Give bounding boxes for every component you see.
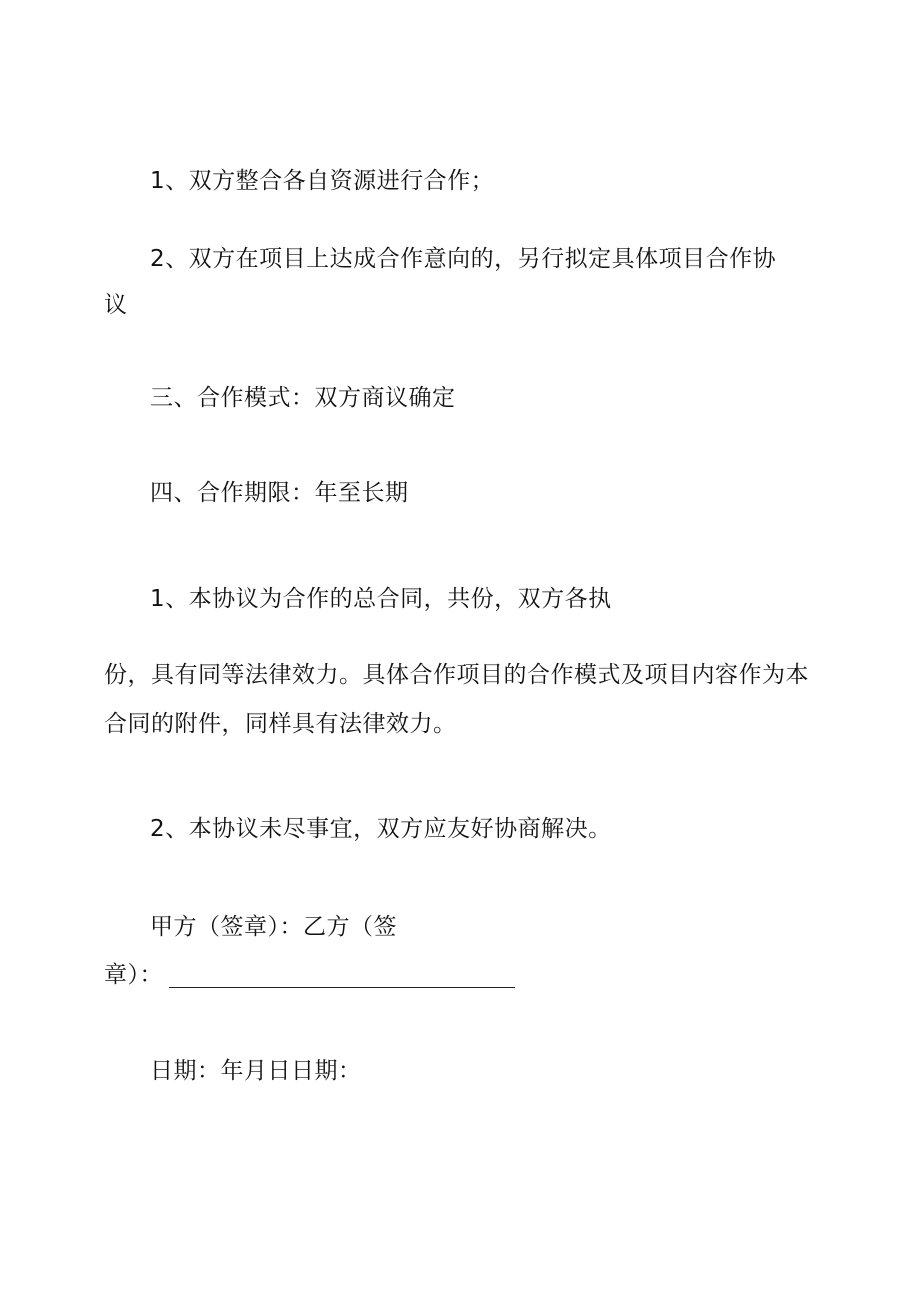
section-3-cooperation-mode: 三、合作模式：双方商议确定: [150, 385, 456, 411]
clause-2-project-agreement: 2、双方在项目上达成合作意向的，另行拟定具体项目合作协: [150, 246, 777, 272]
clause-1-continuation-a: 份，具有同等法律效力。具体合作项目的合作模式及项目内容作为本: [104, 662, 809, 688]
date-line: 日期：年月日日期：: [150, 1058, 362, 1084]
signature-underline: [169, 986, 515, 988]
clause-1-continuation-b: 合同的附件，同样具有法律效力。: [104, 711, 457, 737]
signature-line-party-a: 甲方（签章）：乙方（签: [150, 914, 397, 940]
clause-1-integrate-resources: 1、双方整合各自资源进行合作；: [150, 168, 495, 194]
clause-1-master-contract: 1、本协议为合作的总合同，共份，双方各执: [150, 586, 612, 612]
section-4-cooperation-term: 四、合作期限：年至长期: [150, 480, 409, 506]
clause-2-unresolved-matters: 2、本协议未尽事宜，双方应友好协商解决。: [150, 816, 612, 842]
signature-line-party-b: [104, 960, 515, 990]
signature-label: 章）：: [104, 962, 163, 988]
clause-2-continuation: 议: [104, 292, 128, 318]
